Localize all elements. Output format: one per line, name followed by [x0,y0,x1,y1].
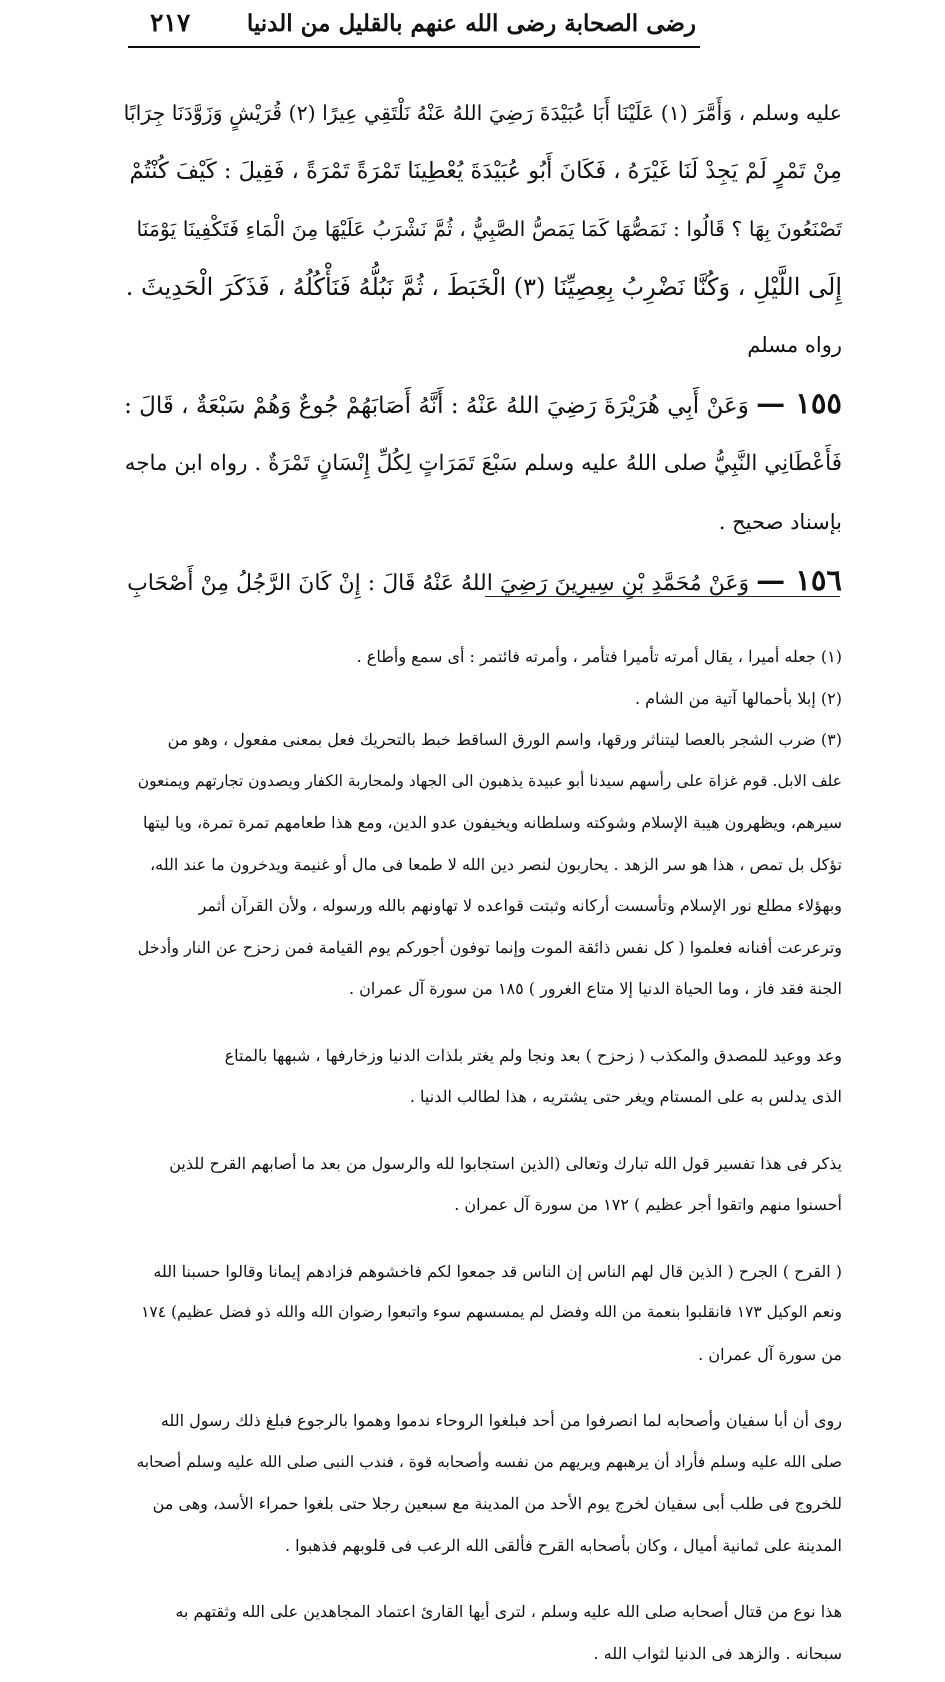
footnote-line: المدينة على ثمانية أميال ، وكان بأصحابه القرح فألقى الله الرعب فى قلوبهم فذهبوا . [284,1535,842,1555]
footnote-line: الجنة فقد فاز ، وما الحياة الدنيا إلا متاع الغرور ) ١٨٥ من سورة آل عمران . [348,979,842,998]
running-header [128,8,696,44]
footnote-line: صلى الله عليه وسلم فأراد أن يرهبهم ويريهم من نفسه وأصحابه قوة ، فندب النبى صلى الله عليه وسلم أصحابه [136,1452,842,1471]
footnote-line: سبحانه . والزهد فى الدنيا لثواب الله . [593,1643,842,1663]
paragraph-gap [122,1574,842,1583]
footnote-line: علف الابل. قوم غزاة على رأسهم سيدنا أبو عبيدة يذهبون الى الجهاد ولمحاربة الكفار ويصدون تجارتهم ويمنعون [137,771,842,790]
footnote-line: يذكر فى هذا تفسير قول الله تبارك وتعالى (الذين استجابوا لله والرسول من بعد ما أصابهم القرح للذين [169,1153,842,1173]
footnote-line: (٢) إبلا بأحمالها آتية من الشام . [634,688,842,708]
footnote-line: للخروج فى طلب أبى سفيان لخرج يوم الأحد من المدينة مع سبعين رجلا حتى بلغوا حمراء الأسد، وهى من [152,1494,842,1513]
main-text [122,84,842,613]
header-title: رضى الصحابة رضى الله عنهم بالقليل من الدنيا [246,10,696,37]
text-line: تَصْنَعُونَ بِهَا ؟ قَالُوا : نَمَصُّهَا كَمَا يَمَصُّ الصَّبِيُّ ، ثُمَّ نَشْرَبُ عَلَيْهَا مِنَ الْمَاءِ فَتَكْفِينَا يَوْمَنَا [136,217,842,241]
paragraph-gap [122,1126,842,1135]
hadith-number: ١٥٦ — [756,563,842,597]
footnote-line: من سورة آل عمران . [698,1344,842,1364]
hadith-number: ١٥٥ — [756,386,842,420]
paragraph-gap [122,1234,842,1243]
paragraph-gap [122,1383,842,1392]
hadith-text: وَعَنْ مُحَمَّدِ بْنِ سِيرِينَ رَضِيَ اللهُ عَنْهُ قَالَ : إِنْ كَانَ الرَّجُلُ مِنْ أَصْحَابِ [127,571,750,596]
footnote-line: هذا نوع من قتال أصحابه صلى الله عليه وسلم ، لترى أيها القارئ اعتماد المجاهدين على الله وثقتهم به [175,1602,842,1621]
footnote-line: (١) جعله أميرا ، يقال أمرته تأميرا فتأمر ، وأمرته فائتمر : أى سمع وأطاع . [356,647,842,666]
hadith-source: بإسناد صحيح . [718,510,842,534]
hadith-156-line [122,551,842,613]
text-line: مِنْ تَمْرٍ لَمْ يَجِدْ لَنَا غَيْرَهُ ، فَكَانَ أَبُو عُبَيْدَةَ يُعْطِينَا تَمْرَةً تَمْرَةً ، فَقِيلَ : كَيْفَ كُنْتُمْ [129,158,842,184]
footnote-line: (٣) ضرب الشجر بالعصا ليتناثر ورقها، واسم الورق الساقط خبط بالتحريك فعل بمعنى مفعول ، وهو من [167,730,842,749]
hadith-text: وَعَنْ أَبِي هُرَيْرَةَ رَضِيَ اللهُ عَنْهُ : أَنَّهُ أَصَابَهُمْ جُوعٌ وَهُمْ سَبْعَةٌ ، قَالَ : [124,393,749,419]
hadith-155-line: فَأَعْطَانِي النَّبِيُّ صلى اللهُ عليه وسلم سَبْعَ تَمَرَاتٍ لِكُلِّ إِنْسَانٍ تَمْرَةٌ . رواه ابن ماجه [124,451,842,476]
page-number: ٢١٧ [150,8,191,37]
footnote-line: سيرهم، ويظهرون هيبة الإسلام وشوكته وسلطانه ويخيفون عدو الدين، ومع هذا طعامهم تمرة تمرة، ويا ليتها [142,813,842,832]
paragraph-gap [122,1018,842,1027]
footnote-rule [485,596,840,597]
footnote-line: ونعم الوكيل ١٧٣ فانقلبوا بنعمة من الله وفضل لم يمسسهم سوء واتبعوا رضوان الله والله ذو فضل عظيم) ١٧٤ [141,1303,842,1321]
footnote-line: وبهؤلاء مطلع نور الإسلام وتأسست أركانه وثبتت قواعده لا تهاونهم بالله ورسوله ، ولأن القرآن أثمر [198,896,842,915]
text-line: إِلَى اللَّيْلِ ، وَكُنَّا نَضْرِبُ بِعِصِيِّنَا (٣) الْخَبَطَ ، ثُمَّ نَبُلُّهُ فَنَأْكُلُهُ ، فَذَكَرَ الْحَدِيثَ . [125,273,842,301]
footnote-line: الذى يدلس به على المستام ويغر حتى يشتريه ، هذا لطالب الدنيا . [409,1087,842,1106]
hadith-source: رواه مسلم [747,333,842,357]
footnotes [122,628,842,1682]
footnote-line: أحسنوا منهم واتقوا أجر عظيم ) ١٧٢ من سورة آل عمران . [454,1195,842,1214]
footnote-line: ( القرح ) الجرح ( الذين قال لهم الناس إن الناس قد جمعوا لكم فاخشوهم فزادهم إيمانا وقالوا حسبنا الله [153,1261,842,1281]
footnote-line: روى أن أبا سفيان وأصحابه لما انصرفوا من أحد فبلغوا الروحاء ندموا وهموا بالرجوع فبلغ ذلك رسول الله [160,1411,842,1430]
hadith-155-line [122,374,842,435]
footnote-line: تؤكل بل تمص ، هذا هو سر الزهد . يحاربون لنصر دين الله لا طمعا فى مال أو غنيمة ويدخرون ما عند الله، [149,854,842,874]
text-line: عليه وسلم ، وَأَمَّرَ (١) عَلَيْنَا أَبَا عُبَيْدَةَ رَضِيَ اللهُ عَنْهُ نَلْتَقِي عِيرًا (٢) قُرَيْشٍ وَزَوَّدَنَا جِرَابًا [123,101,842,125]
footnote-line: وعد ووعيد للمصدق والمكذب ( زحزح ) بعد ونجا ولم يغتر بلذات الدنيا وزخارفها ، شبهها بالمتاع [224,1045,842,1065]
header-rule [128,46,700,48]
footnote-line: وترعرعت أفنانه فعلموا ( كل نفس ذائقة الموت وإنما توفون أجوركم يوم القيامة فمن زحزح عن النار وأدخل [137,937,842,957]
